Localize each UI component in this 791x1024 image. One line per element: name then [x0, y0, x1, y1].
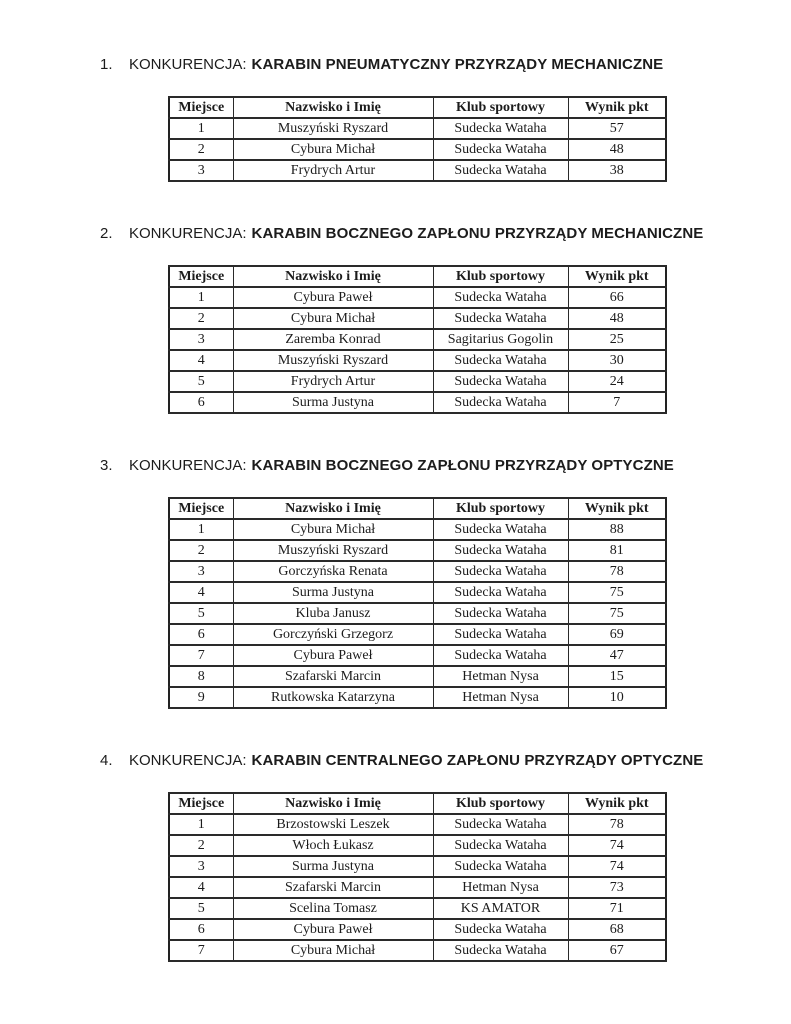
- name-cell: Scelina Tomasz: [233, 898, 433, 919]
- score-cell: 15: [568, 666, 666, 687]
- club-cell: Sudecka Wataha: [433, 561, 568, 582]
- table-row: [169, 919, 666, 940]
- col-header-rank: Miejsce: [169, 97, 233, 118]
- rank-cell: 1: [169, 118, 233, 139]
- rank-cell: 6: [169, 624, 233, 645]
- name-cell: Cybura Michał: [233, 519, 433, 540]
- rank-cell: 2: [169, 835, 233, 856]
- table-row: [169, 160, 666, 181]
- rank-cell: 1: [169, 287, 233, 308]
- club-cell: Sagitarius Gogolin: [433, 329, 568, 350]
- club-cell: Sudecka Wataha: [433, 835, 568, 856]
- score-cell: 68: [568, 919, 666, 940]
- table-row: [169, 329, 666, 350]
- club-cell: Sudecka Wataha: [433, 540, 568, 561]
- name-cell: Cybura Paweł: [233, 919, 433, 940]
- name-cell: Gorczyński Grzegorz: [233, 624, 433, 645]
- score-cell: 57: [568, 118, 666, 139]
- rank-cell: 2: [169, 139, 233, 160]
- score-cell: 48: [568, 308, 666, 329]
- rank-cell: 6: [169, 919, 233, 940]
- col-header-name: Nazwisko i Imię: [233, 793, 433, 814]
- club-cell: Sudecka Wataha: [433, 118, 568, 139]
- score-cell: 71: [568, 898, 666, 919]
- club-cell: Hetman Nysa: [433, 877, 568, 898]
- score-cell: 25: [568, 329, 666, 350]
- score-cell: 78: [568, 814, 666, 835]
- section-number: 1.: [100, 56, 113, 73]
- col-header-score: Wynik pkt: [568, 793, 666, 814]
- name-cell: Gorczyńska Renata: [233, 561, 433, 582]
- col-header-club: Klub sportowy: [433, 266, 568, 287]
- rank-cell: 4: [169, 877, 233, 898]
- section-number: 4.: [100, 752, 113, 769]
- score-cell: 73: [568, 877, 666, 898]
- section-number: 3.: [100, 457, 113, 474]
- results-table-4: [168, 792, 667, 962]
- score-cell: 10: [568, 687, 666, 708]
- table-header-row: [169, 266, 666, 287]
- table-row: [169, 519, 666, 540]
- name-cell: Muszyński Ryszard: [233, 350, 433, 371]
- club-cell: Sudecka Wataha: [433, 919, 568, 940]
- col-header-rank: Miejsce: [169, 266, 233, 287]
- table-row: [169, 687, 666, 708]
- col-header-club: Klub sportowy: [433, 498, 568, 519]
- rank-cell: 8: [169, 666, 233, 687]
- col-header-name: Nazwisko i Imię: [233, 498, 433, 519]
- name-cell: Cybura Michał: [233, 308, 433, 329]
- table-row: [169, 645, 666, 666]
- results-table-3: [168, 497, 667, 709]
- table-row: [169, 582, 666, 603]
- col-header-score: Wynik pkt: [568, 498, 666, 519]
- name-cell: Cybura Michał: [233, 940, 433, 961]
- section-title: KARABIN CENTRALNEGO ZAPŁONU PRZYRZĄDY OPTYCZNE: [251, 752, 704, 769]
- club-cell: Sudecka Wataha: [433, 624, 568, 645]
- rank-cell: 7: [169, 940, 233, 961]
- rank-cell: 7: [169, 645, 233, 666]
- section-4-heading: [100, 753, 791, 769]
- table-row: [169, 350, 666, 371]
- table-row: [169, 877, 666, 898]
- rank-cell: 1: [169, 519, 233, 540]
- section-label: KONKURENCJA:: [129, 457, 247, 474]
- table-row: [169, 540, 666, 561]
- club-cell: Sudecka Wataha: [433, 371, 568, 392]
- col-header-club: Klub sportowy: [433, 793, 568, 814]
- table-header-row: [169, 498, 666, 519]
- score-cell: 88: [568, 519, 666, 540]
- club-cell: Sudecka Wataha: [433, 139, 568, 160]
- rank-cell: 4: [169, 582, 233, 603]
- score-cell: 24: [568, 371, 666, 392]
- table-row: [169, 561, 666, 582]
- name-cell: Muszyński Ryszard: [233, 118, 433, 139]
- name-cell: Cybura Michał: [233, 139, 433, 160]
- name-cell: Kluba Janusz: [233, 603, 433, 624]
- table-row: [169, 856, 666, 877]
- col-header-name: Nazwisko i Imię: [233, 266, 433, 287]
- score-cell: 69: [568, 624, 666, 645]
- rank-cell: 6: [169, 392, 233, 413]
- table-row: [169, 308, 666, 329]
- club-cell: Hetman Nysa: [433, 666, 568, 687]
- name-cell: Cybura Paweł: [233, 645, 433, 666]
- section-title: KARABIN PNEUMATYCZNY PRZYRZĄDY MECHANICZNE: [251, 56, 664, 73]
- score-cell: 48: [568, 139, 666, 160]
- score-cell: 75: [568, 582, 666, 603]
- score-cell: 67: [568, 940, 666, 961]
- rank-cell: 1: [169, 814, 233, 835]
- club-cell: Sudecka Wataha: [433, 603, 568, 624]
- rank-cell: 9: [169, 687, 233, 708]
- table-row: [169, 371, 666, 392]
- club-cell: Sudecka Wataha: [433, 350, 568, 371]
- club-cell: KS AMATOR: [433, 898, 568, 919]
- section-label: KONKURENCJA:: [129, 225, 247, 242]
- name-cell: Brzostowski Leszek: [233, 814, 433, 835]
- club-cell: Sudecka Wataha: [433, 856, 568, 877]
- name-cell: Rutkowska Katarzyna: [233, 687, 433, 708]
- table-row: [169, 940, 666, 961]
- section-title: KARABIN BOCZNEGO ZAPŁONU PRZYRZĄDY MECHANICZNE: [251, 225, 704, 242]
- section-title: KARABIN BOCZNEGO ZAPŁONU PRZYRZĄDY OPTYCZNE: [251, 457, 674, 474]
- rank-cell: 5: [169, 371, 233, 392]
- score-cell: 78: [568, 561, 666, 582]
- club-cell: Sudecka Wataha: [433, 582, 568, 603]
- rank-cell: 3: [169, 329, 233, 350]
- score-cell: 81: [568, 540, 666, 561]
- results-table-2: [168, 265, 667, 414]
- table-header-row: [169, 793, 666, 814]
- score-cell: 30: [568, 350, 666, 371]
- table-row: [169, 118, 666, 139]
- name-cell: Włoch Łukasz: [233, 835, 433, 856]
- table-header-row: [169, 97, 666, 118]
- table-row: [169, 139, 666, 160]
- club-cell: Hetman Nysa: [433, 687, 568, 708]
- name-cell: Surma Justyna: [233, 856, 433, 877]
- table-row: [169, 898, 666, 919]
- club-cell: Sudecka Wataha: [433, 940, 568, 961]
- club-cell: Sudecka Wataha: [433, 645, 568, 666]
- section-3-heading: [100, 458, 791, 474]
- col-header-score: Wynik pkt: [568, 266, 666, 287]
- name-cell: Zaremba Konrad: [233, 329, 433, 350]
- score-cell: 7: [568, 392, 666, 413]
- club-cell: Sudecka Wataha: [433, 160, 568, 181]
- club-cell: Sudecka Wataha: [433, 308, 568, 329]
- col-header-rank: Miejsce: [169, 498, 233, 519]
- col-header-club: Klub sportowy: [433, 97, 568, 118]
- results-table-1: [168, 96, 667, 182]
- rank-cell: 3: [169, 561, 233, 582]
- col-header-name: Nazwisko i Imię: [233, 97, 433, 118]
- name-cell: Frydrych Artur: [233, 160, 433, 181]
- score-cell: 74: [568, 856, 666, 877]
- club-cell: Sudecka Wataha: [433, 814, 568, 835]
- score-cell: 66: [568, 287, 666, 308]
- rank-cell: 2: [169, 540, 233, 561]
- col-header-score: Wynik pkt: [568, 97, 666, 118]
- name-cell: Surma Justyna: [233, 582, 433, 603]
- table-row: [169, 392, 666, 413]
- col-header-rank: Miejsce: [169, 793, 233, 814]
- score-cell: 47: [568, 645, 666, 666]
- club-cell: Sudecka Wataha: [433, 519, 568, 540]
- table-row: [169, 814, 666, 835]
- score-cell: 38: [568, 160, 666, 181]
- rank-cell: 5: [169, 603, 233, 624]
- rank-cell: 4: [169, 350, 233, 371]
- table-row: [169, 835, 666, 856]
- table-row: [169, 287, 666, 308]
- section-number: 2.: [100, 225, 113, 242]
- name-cell: Szafarski Marcin: [233, 877, 433, 898]
- section-1-heading: [100, 57, 791, 73]
- name-cell: Cybura Paweł: [233, 287, 433, 308]
- name-cell: Muszyński Ryszard: [233, 540, 433, 561]
- rank-cell: 2: [169, 308, 233, 329]
- club-cell: Sudecka Wataha: [433, 287, 568, 308]
- club-cell: Sudecka Wataha: [433, 392, 568, 413]
- table-row: [169, 666, 666, 687]
- table-row: [169, 603, 666, 624]
- rank-cell: 5: [169, 898, 233, 919]
- score-cell: 75: [568, 603, 666, 624]
- table-row: [169, 624, 666, 645]
- rank-cell: 3: [169, 856, 233, 877]
- section-2-heading: [100, 226, 791, 242]
- name-cell: Frydrych Artur: [233, 371, 433, 392]
- rank-cell: 3: [169, 160, 233, 181]
- name-cell: Surma Justyna: [233, 392, 433, 413]
- section-label: KONKURENCJA:: [129, 752, 247, 769]
- score-cell: 74: [568, 835, 666, 856]
- section-label: KONKURENCJA:: [129, 56, 247, 73]
- name-cell: Szafarski Marcin: [233, 666, 433, 687]
